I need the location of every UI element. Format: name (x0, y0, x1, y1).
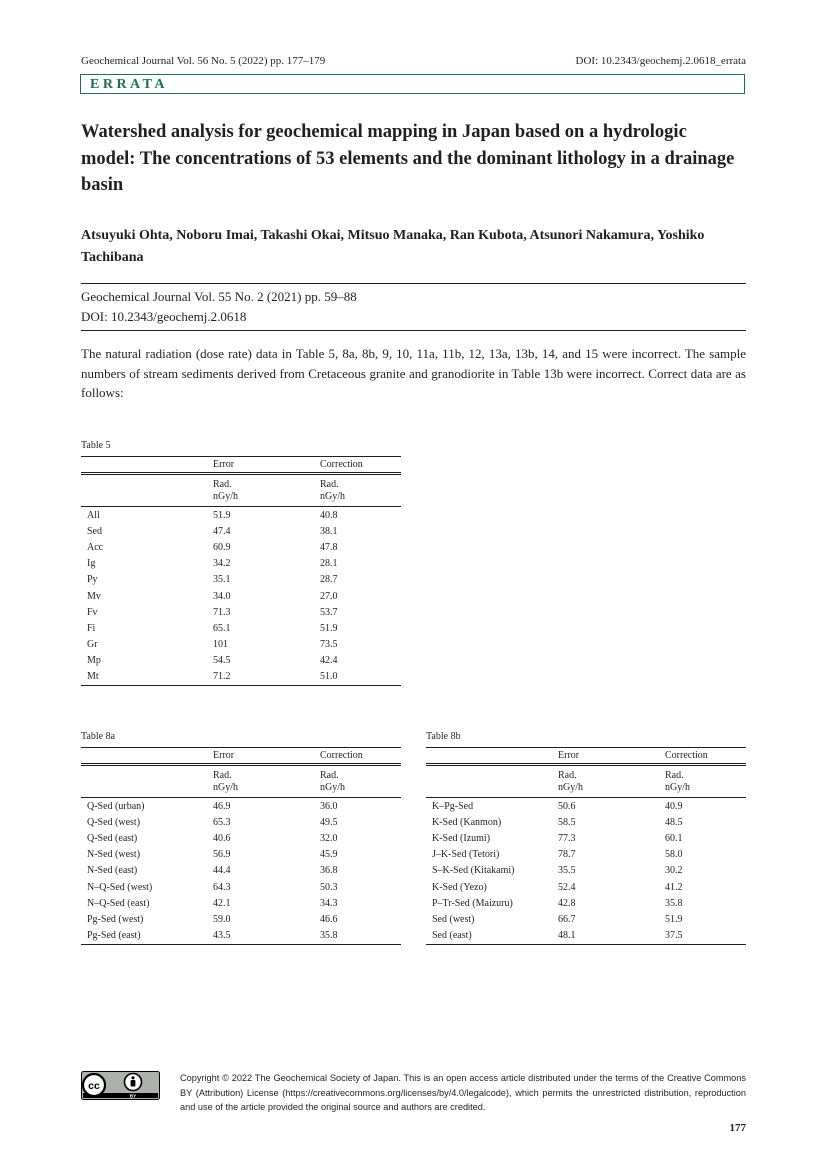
table-row (81, 653, 401, 669)
error-value: 77.3 (558, 832, 576, 844)
row-label: P–Tr-Sed (Maizuru) (432, 897, 513, 909)
row-label: Sed (east) (426, 928, 552, 945)
article-title: Watershed analysis for geochemical mapping in Japan based on a hydrologic model: The concentrations of 53 elements and the dominant lithology in a drainage basin (81, 122, 735, 195)
errata-banner (80, 74, 745, 94)
row-label: K-Sed (Yezo) (432, 881, 487, 893)
table-row (81, 814, 401, 830)
by-label: BY (129, 1093, 137, 1099)
error-value: 43.5 (207, 928, 314, 945)
table-row (426, 879, 746, 895)
correction-value: 35.8 (665, 897, 683, 909)
table-row (81, 895, 401, 911)
row-label: Fv (87, 606, 98, 618)
correction-value: 51.9 (665, 913, 683, 925)
row-label: Fi (87, 622, 96, 634)
row-label: Mt (81, 669, 207, 686)
correction-value: 42.4 (320, 655, 338, 667)
column-header-error: Error (207, 748, 314, 765)
error-value: 71.2 (207, 669, 314, 686)
data-table (81, 456, 401, 686)
license-notice: Copyright © 2022 The Geochemical Society of Japan. This is an open access article distributed under the terms of the Creative Commons BY (Attribution) License (https://creativecommons.org/licenses/by/4.0/legalcode), which permits the unrestricted distribution, reproduction and use of the article provided the original source and authors are credited. (180, 1073, 746, 1112)
correction-value: 34.3 (320, 897, 338, 909)
error-value: 65.1 (213, 622, 231, 634)
unit-label: nGy/h (207, 782, 314, 798)
page-number: 177 (729, 1122, 746, 1134)
doi-header: DOI: 10.2343/geochemj.2.0618_errata (575, 55, 746, 67)
table-row (81, 572, 401, 588)
correction-value: 48.5 (665, 816, 683, 828)
row-label: Q-Sed (west) (87, 816, 141, 828)
error-value: 35.1 (213, 574, 231, 586)
row-label: Sed (87, 525, 102, 537)
row-label: Py (87, 574, 98, 586)
correction-value: 32.0 (320, 832, 338, 844)
row-label: K-Sed (Kanmon) (432, 816, 502, 828)
correction-value: 40.9 (665, 800, 683, 812)
correction-value: 60.1 (665, 832, 683, 844)
column-header-error: Error (207, 457, 314, 474)
table-8b (426, 731, 746, 956)
correction-value: 36.8 (320, 865, 338, 877)
correction-value: 30.2 (665, 865, 683, 877)
table-row (426, 847, 746, 863)
cc-symbol: cc (88, 1080, 100, 1092)
correction-value: 51.9 (320, 622, 338, 634)
correction-value: 35.8 (314, 928, 401, 945)
citation-journal: Geochemical Journal Vol. 55 No. 2 (2021) pp. 59–88 (81, 289, 357, 304)
error-value: 52.4 (558, 881, 576, 893)
table-row (81, 863, 401, 879)
error-value: 101 (213, 639, 228, 651)
row-label: S–K-Sed (Kitakami) (432, 865, 515, 877)
subheader: Rad. (552, 765, 659, 783)
correction-value: 45.9 (320, 849, 338, 861)
subheader: Rad. (207, 765, 314, 783)
unit-label: nGy/h (659, 782, 746, 798)
table-row (81, 588, 401, 604)
table-5 (81, 440, 401, 695)
table-row (426, 814, 746, 830)
error-value: 51.9 (213, 509, 231, 521)
table-row (81, 798, 401, 815)
subheader: Rad. (314, 474, 401, 492)
correction-value: 38.1 (320, 525, 338, 537)
table-row (81, 637, 401, 653)
error-value: 78.7 (558, 849, 576, 861)
unit-label: nGy/h (552, 782, 659, 798)
correction-value: 27.0 (320, 590, 338, 602)
row-label: All (87, 509, 100, 521)
table-title: Table 8a (81, 731, 116, 742)
errata-label: ERRATA (90, 77, 169, 92)
row-label: Mp (87, 655, 101, 667)
error-value: 58.5 (558, 816, 576, 828)
correction-value: 73.5 (320, 639, 338, 651)
error-value: 42.1 (213, 897, 231, 909)
citation-doi: DOI: 10.2343/geochemj.2.0618 (81, 309, 247, 324)
error-value: 44.4 (213, 865, 231, 877)
correction-value: 47.8 (320, 541, 338, 553)
table-row (426, 895, 746, 911)
row-label: Pg-Sed (west) (87, 913, 144, 925)
subheader: Rad. (207, 474, 314, 492)
table-row (81, 620, 401, 636)
row-label: K-Sed (Izumi) (432, 832, 491, 844)
error-value: 65.3 (213, 816, 231, 828)
table-row (81, 539, 401, 555)
row-label: Gr (87, 639, 98, 651)
correction-value: 49.5 (320, 816, 338, 828)
error-value: 54.5 (213, 655, 231, 667)
subheader: Rad. (314, 765, 401, 783)
table-title: Table 5 (81, 440, 111, 451)
subheader: Rad. (659, 765, 746, 783)
row-label: K–Pg-Sed (432, 800, 474, 812)
error-value: 71.3 (213, 606, 231, 618)
unit-label: nGy/h (314, 491, 401, 507)
error-value: 56.9 (213, 849, 231, 861)
table-row (426, 863, 746, 879)
row-label: Mv (87, 590, 101, 602)
divider (81, 283, 746, 284)
table-row (426, 830, 746, 846)
correction-value: 50.3 (320, 881, 338, 893)
error-value: 66.7 (558, 913, 576, 925)
table-row (81, 507, 401, 524)
error-value: 46.9 (213, 800, 231, 812)
data-table (426, 747, 746, 945)
correction-value: 36.0 (320, 800, 338, 812)
correction-notice: The natural radiation (dose rate) data in Table 5, 8a, 8b, 9, 10, 11a, 11b, 12, 13a, 13b, 14, and 15 were incorrect. The sample numbers of stream sediments derived from Cretaceous granite and granodiorite in Table 13b were incorrect. Correct data are as follows: (81, 346, 746, 400)
row-label: Q-Sed (urban) (87, 800, 145, 812)
error-value: 48.1 (552, 928, 659, 945)
correction-value: 51.0 (314, 669, 401, 686)
error-value: 50.6 (558, 800, 576, 812)
correction-value: 46.6 (320, 913, 338, 925)
row-label: Q-Sed (east) (87, 832, 138, 844)
error-value: 47.4 (213, 525, 231, 537)
table-row (81, 523, 401, 539)
error-value: 42.8 (558, 897, 576, 909)
table-row (81, 879, 401, 895)
correction-value: 41.2 (665, 881, 683, 893)
table-row (426, 928, 746, 945)
error-value: 40.6 (213, 832, 231, 844)
row-label: N-Sed (west) (87, 849, 141, 861)
unit-label: nGy/h (314, 782, 401, 798)
row-label: N-Sed (east) (87, 865, 138, 877)
error-value: 64.3 (213, 881, 231, 893)
error-value: 60.9 (213, 541, 231, 553)
divider (81, 330, 746, 331)
error-value: 35.5 (558, 865, 576, 877)
correction-value: 53.7 (320, 606, 338, 618)
correction-value: 37.5 (659, 928, 746, 945)
table-8a (81, 731, 401, 956)
table-title: Table 8b (426, 731, 461, 742)
row-label: Ig (87, 558, 96, 570)
original-citation (81, 287, 357, 327)
table-row (81, 928, 401, 945)
journal-header: Geochemical Journal Vol. 56 No. 5 (2022) pp. 177–179 (81, 55, 326, 67)
row-label: Acc (87, 541, 104, 553)
table-row (426, 911, 746, 927)
unit-label: nGy/h (207, 491, 314, 507)
table-row (81, 556, 401, 572)
column-header-correction: Correction (314, 748, 401, 765)
row-label: N–Q-Sed (west) (87, 881, 153, 893)
row-label: Pg-Sed (east) (81, 928, 207, 945)
table-row (81, 830, 401, 846)
data-table (81, 747, 401, 945)
table-row (81, 847, 401, 863)
row-label: J–K-Sed (Tetori) (432, 849, 500, 861)
row-label: Sed (west) (432, 913, 475, 925)
error-value: 34.0 (213, 590, 231, 602)
correction-value: 58.0 (665, 849, 683, 861)
table-row (81, 911, 401, 927)
column-header-correction: Correction (314, 457, 401, 474)
column-header-correction: Correction (659, 748, 746, 765)
row-label: N–Q-Sed (east) (87, 897, 150, 909)
table-row (81, 604, 401, 620)
author-list: Atsuyuki Ohta, Noboru Imai, Takashi Okai, Mitsuo Manaka, Ran Kubota, Atsunori Nakamura, Yoshiko Tachibana (81, 228, 705, 265)
error-value: 59.0 (213, 913, 231, 925)
correction-value: 28.1 (320, 558, 338, 570)
cc-by-license-icon (81, 1071, 160, 1100)
table-row (426, 798, 746, 815)
error-value: 34.2 (213, 558, 231, 570)
correction-value: 28.7 (320, 574, 338, 586)
correction-value: 40.8 (320, 509, 338, 521)
table-row (81, 669, 401, 686)
column-header-error: Error (552, 748, 659, 765)
